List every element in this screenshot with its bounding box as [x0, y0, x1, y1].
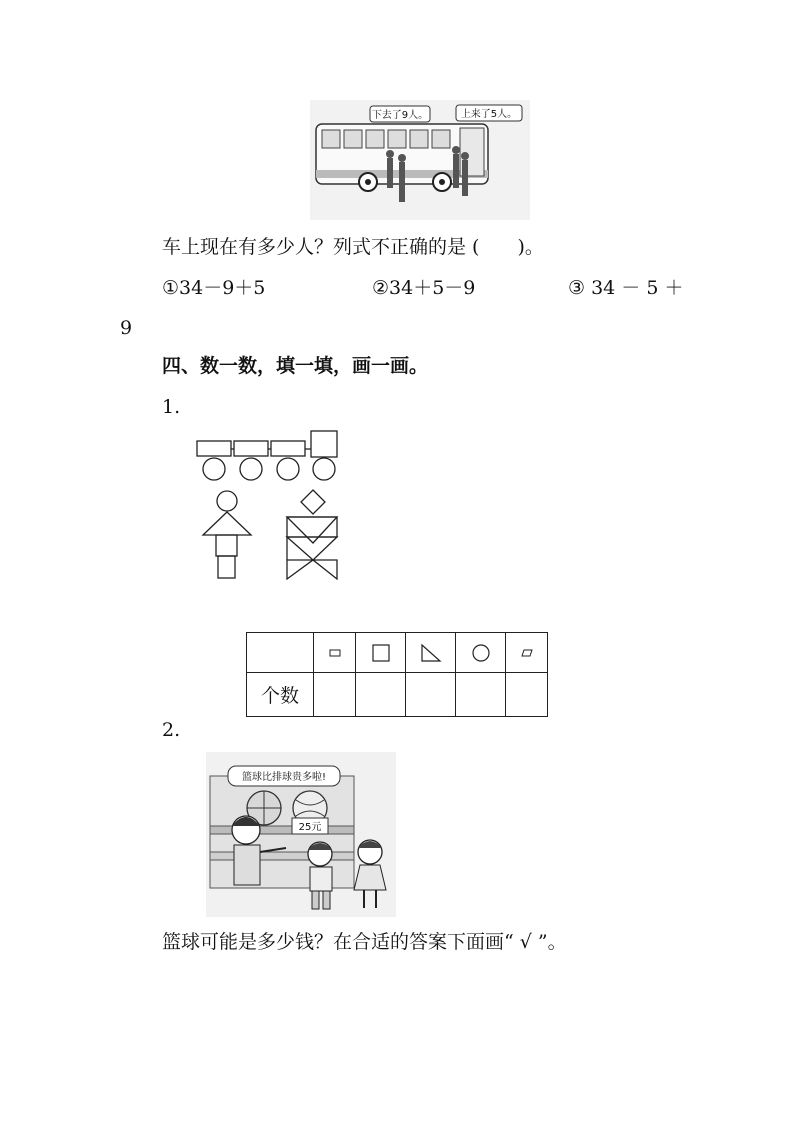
header-triangle-cell — [406, 633, 456, 673]
parallelogram-icon — [521, 649, 533, 657]
answer-cell-parallelogram[interactable] — [506, 673, 548, 717]
row-label-count: 个数 — [247, 673, 314, 717]
item-2-prompt: 篮球可能是多少钱？在合适的答案下面画“ √ ”。 — [162, 931, 567, 953]
train-figure — [196, 428, 342, 484]
option-1: ①34－9＋5 — [162, 277, 266, 299]
answer-cell-rectangle[interactable] — [314, 673, 356, 717]
figure-person-1 — [200, 490, 254, 580]
bubble-left-text: 下去了9人。 — [371, 110, 429, 121]
bus-illustration — [310, 100, 530, 220]
item-1-label: 1. — [162, 396, 181, 418]
item-2-label: 2. — [162, 719, 181, 741]
answer-cell-square[interactable] — [356, 673, 406, 717]
header-parallelogram-cell — [506, 633, 548, 673]
answer-cell-circle[interactable] — [456, 673, 506, 717]
circle-icon — [471, 643, 491, 663]
triangle-icon — [420, 643, 442, 663]
table-corner-cell — [247, 633, 314, 673]
bubble-right-text: 上来了5人。 — [460, 109, 518, 120]
section-heading: 四、数一数，填一填，画一画。 — [162, 355, 429, 377]
header-square-cell — [356, 633, 406, 673]
option-3: ③ 34 － 5 ＋ — [568, 277, 684, 299]
option-3-wrap: 9 — [120, 317, 133, 339]
shop-illustration — [206, 752, 396, 917]
option-2: ②34＋5－9 — [372, 277, 476, 299]
header-rectangle-cell — [314, 633, 356, 673]
question-prompt: 车上现在有多少人？列式不正确的是 ( )。 — [162, 236, 544, 258]
figure-tangram-person — [280, 488, 342, 580]
price-tag-text: 25元 — [298, 822, 322, 833]
header-circle-cell — [456, 633, 506, 673]
shop-bubble-text: 篮球比排球贵多啦! — [241, 772, 327, 783]
answer-cell-triangle[interactable] — [406, 673, 456, 717]
rectangle-icon — [329, 649, 341, 657]
square-icon — [372, 644, 390, 662]
count-table — [246, 632, 548, 717]
